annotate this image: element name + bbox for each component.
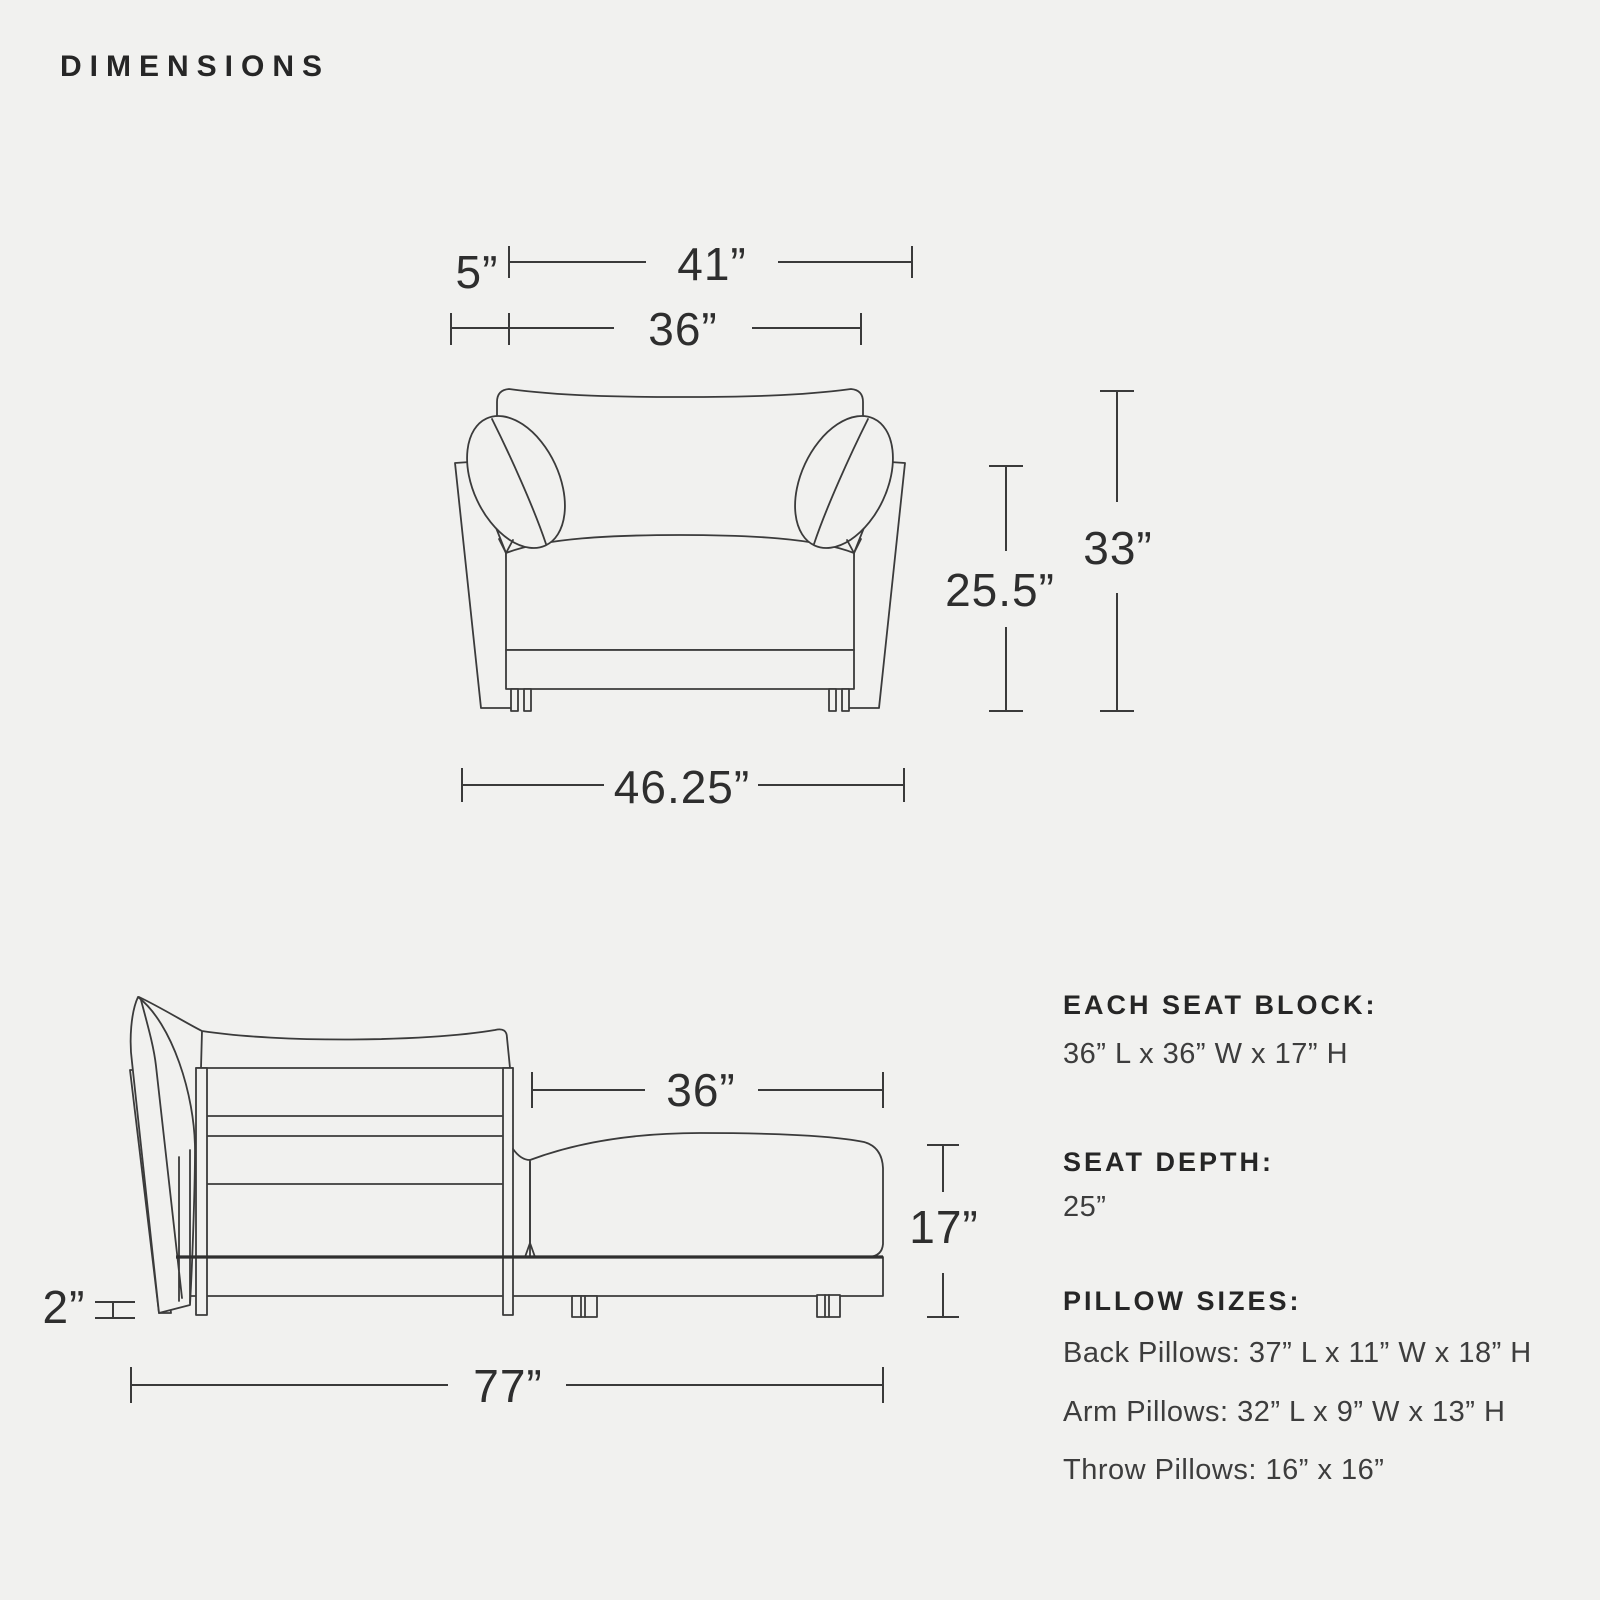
side-base-band: [176, 1257, 883, 1296]
dim-label-seat-length: 36”: [666, 1064, 736, 1116]
dim-label-overall-length: 77”: [473, 1360, 543, 1412]
dim-label-overall-width: 46.25”: [613, 761, 751, 813]
side-frame-rails: [196, 1068, 513, 1184]
seat-block-side-view-drawing: [95, 997, 959, 1403]
spec-heading-pillow-sizes: PILLOW SIZES:: [1063, 1286, 1302, 1316]
side-cushion-join: [513, 1149, 530, 1160]
spec-heading-seat-depth: SEAT DEPTH:: [1063, 1147, 1275, 1177]
spec-value-seat-depth: 25”: [1063, 1191, 1107, 1223]
dim-label-arm-height: 25.5”: [945, 564, 1055, 616]
dim-line-leg-height-2: [95, 1302, 135, 1318]
side-frame-post-right: [503, 1068, 513, 1315]
armchair-front-view-drawing: [447, 246, 1134, 802]
side-legs: [572, 1295, 840, 1317]
side-chaise-cushion: [530, 1133, 883, 1257]
side-frame-post-left: [196, 1068, 207, 1315]
dim-label-seat-height: 17”: [909, 1201, 979, 1253]
spec-value-seat-block: 36” L x 36” W x 17” H: [1063, 1038, 1349, 1070]
side-back-cushion: [139, 997, 510, 1068]
front-feet: [511, 689, 849, 711]
spec-value-back-pillows: Back Pillows: 37” L x 11” W x 18” H: [1063, 1337, 1532, 1369]
spec-value-arm-pillows: Arm Pillows: 32” L x 9” W x 13” H: [1063, 1396, 1506, 1428]
front-seat-cushion: [506, 535, 854, 650]
spec-heading-seat-block: EACH SEAT BLOCK:: [1063, 990, 1378, 1020]
dim-label-overall-height: 33”: [1083, 522, 1153, 574]
dim-label-seat-width: 36”: [648, 303, 718, 355]
dim-label-leg-height: 2”: [42, 1281, 86, 1333]
spec-value-throw-pillows: Throw Pillows: 16” x 16”: [1063, 1454, 1385, 1486]
dim-label-top-width: 41”: [677, 238, 747, 290]
dim-label-arm-width: 5”: [455, 246, 499, 298]
page-title: DIMENSIONS: [60, 50, 331, 83]
front-base-rail: [506, 650, 854, 689]
